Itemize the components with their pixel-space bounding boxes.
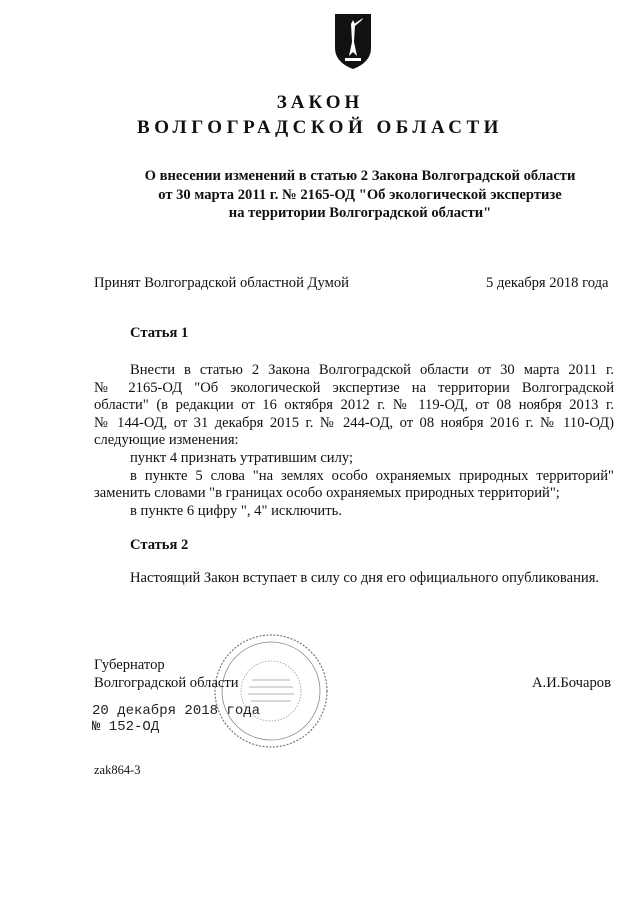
law-subject: [80, 167, 640, 223]
subject-line: от 30 марта 2011 г. № 2165-ОД "Об экологической экспертизе: [158, 186, 562, 203]
article-1-line: в пункте 6 цифру ", 4" исключить.: [130, 502, 342, 519]
volgograd-coat-of-arms-icon: [333, 12, 373, 70]
article-1-line: пункт 4 признать утратившим силу;: [130, 449, 354, 466]
signer-position-line-1: Губернатор: [94, 657, 165, 673]
signer-name: А.И.Бочаров: [532, 675, 611, 691]
subject-line: на территории Волгоградской области": [228, 205, 492, 222]
adoption-date: 5 декабря 2018 года: [486, 275, 609, 291]
article-1-line: области" (в редакции от 16 октября 2012 г. № 119-ОД, от 08 ноября 2013 г.: [94, 397, 614, 414]
article-2-heading: Статья 2: [130, 537, 189, 553]
article-1-heading: Статья 1: [130, 325, 189, 341]
article-1-line: следующие изменения:: [94, 432, 239, 449]
subject-line: О внесении изменений в статью 2 Закона Волгоградской области: [144, 168, 576, 184]
document-code: zak864-3: [94, 763, 141, 777]
article-1-line: в пункте 5 слова "на землях особо охраняемых природных территорий": [130, 467, 614, 484]
adopted-by: Принят Волгоградской областной Думой: [94, 275, 349, 291]
article-1-line: Внести в статью 2 Закона Волгоградской области от 30 марта 2011 г.: [130, 362, 614, 378]
article-1-line: заменить словами "в границах особо охраняемых природных территорий";: [94, 485, 560, 502]
article-1-text: [94, 362, 614, 520]
article-2-text: Настоящий Закон вступает в силу со дня его официального опубликования.: [130, 570, 600, 586]
article-1-line: № 144-ОД, от 31 декабря 2015 г. № 244-ОД, от 08 ноября 2016 г. № 110-ОД): [94, 414, 614, 431]
law-region: ВОЛГОГРАДСКОЙ ОБЛАСТИ: [137, 117, 503, 138]
registration-number: № 152-ОД: [92, 719, 160, 735]
law-title: ЗАКОН: [276, 92, 364, 113]
article-1-line: № 2165-ОД "Об экологической экспертизе на территории Волгоградской: [94, 379, 614, 396]
registration-date: 20 декабря 2018 года: [92, 703, 261, 719]
signer-position-line-2: Волгоградской области: [94, 675, 239, 691]
